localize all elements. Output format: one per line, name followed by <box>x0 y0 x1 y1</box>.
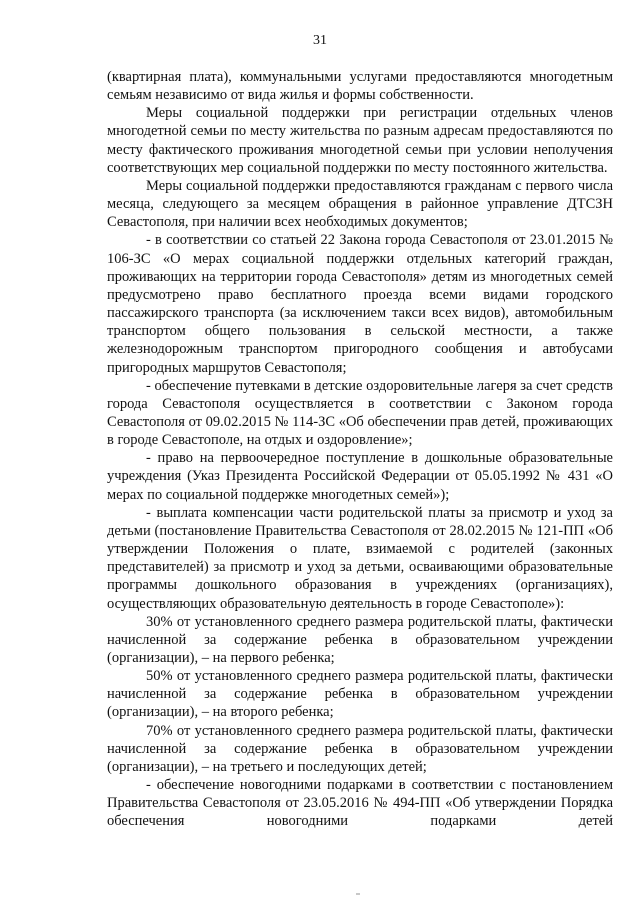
compensation-rate: 70% от установленного среднего размера родительской платы, фактически начисленной за содержание ребенка в образовательном учреждении (организации), – на третьего и последующих детей; <box>107 722 613 775</box>
body-text <box>107 68 613 831</box>
compensation-rate: 50% от установленного среднего размера родительской платы, фактически начисленной за содержание ребенка в образовательном учреждении (организации), – на второго ребенка; <box>107 668 613 721</box>
list-item: - обеспечение новогодними подарками в соответствии с постановлением Правительства Севастополя от 23.05.2016 № 494-ПП «Об утверждении Порядка обеспечения новогодними подарками детей <box>107 777 613 830</box>
list-item: - право на первоочередное поступление в дошкольные образовательные учреждения (Указ Президента Российской Федерации от 05.05.1992 № 431 «О мерах по социальной поддержке многодетных семей»); <box>107 450 613 503</box>
paragraph: Меры социальной поддержки при регистрации отдельных членов многодетной семьи по месту жительства по разным адресам предоставляются по месту фактического проживания многодетной семьи при условии неполучения соответствующих мер социальной поддержки по месту постоянного жительства. <box>107 105 613 176</box>
scan-speck <box>356 893 360 895</box>
list-item: - выплата компенсации части родительской платы за присмотр и уход за детьми (постановление Правительства Севастополя от 28.02.2015 № 121-ПП «Об утверждении Положения о плате, взимаемой с родителей (законных представителей) за присмотр и уход за детьми, осваивающими образовательные программы дошкольного образования в учреждениях (организациях), осуществляющих образовательную деятельность в городе Севастополе»): <box>107 504 613 612</box>
compensation-rate: 30% от установленного среднего размера родительской платы, фактически начисленной за содержание ребенка в образовательном учреждении (организации), – на первого ребенка; <box>107 613 613 666</box>
paragraph: Меры социальной поддержки предоставляются гражданам с первого числа месяца, следующего за месяцем обращения в районное управление ДТСЗН Севастополя, при наличии всех необходимых документов; <box>107 177 613 231</box>
page-number: 31 <box>313 33 327 48</box>
paragraph: (квартирная плата), коммунальными услугами предоставляются многодетным семьям независимо от вида жилья и формы собственности. <box>107 69 613 104</box>
list-item: - в соответствии со статьей 22 Закона города Севастополя от 23.01.2015 № 106-ЗС «О мерах социальной поддержки отдельных категорий граждан, проживающих на территории города Севастополя» детям из многодетных семей предусмотрено право бесплатного проезда всеми видами городского пассажирского транспорта (за исключением такси всех видов), автомобильным транспортом общего пользования в сельской местности, а также железнодорожным транспортом пригородного сообщения и автобусами пригородных маршрутов Севастополя; <box>107 232 613 376</box>
list-item: - обеспечение путевками в детские оздоровительные лагеря за счет средств города Севастополя осуществляется в соответствии с Законом города Севастополя от 09.02.2015 № 114-ЗС «Об обеспечении прав детей, проживающих в городе Севастополе, на отдых и оздоровление»; <box>107 377 613 449</box>
